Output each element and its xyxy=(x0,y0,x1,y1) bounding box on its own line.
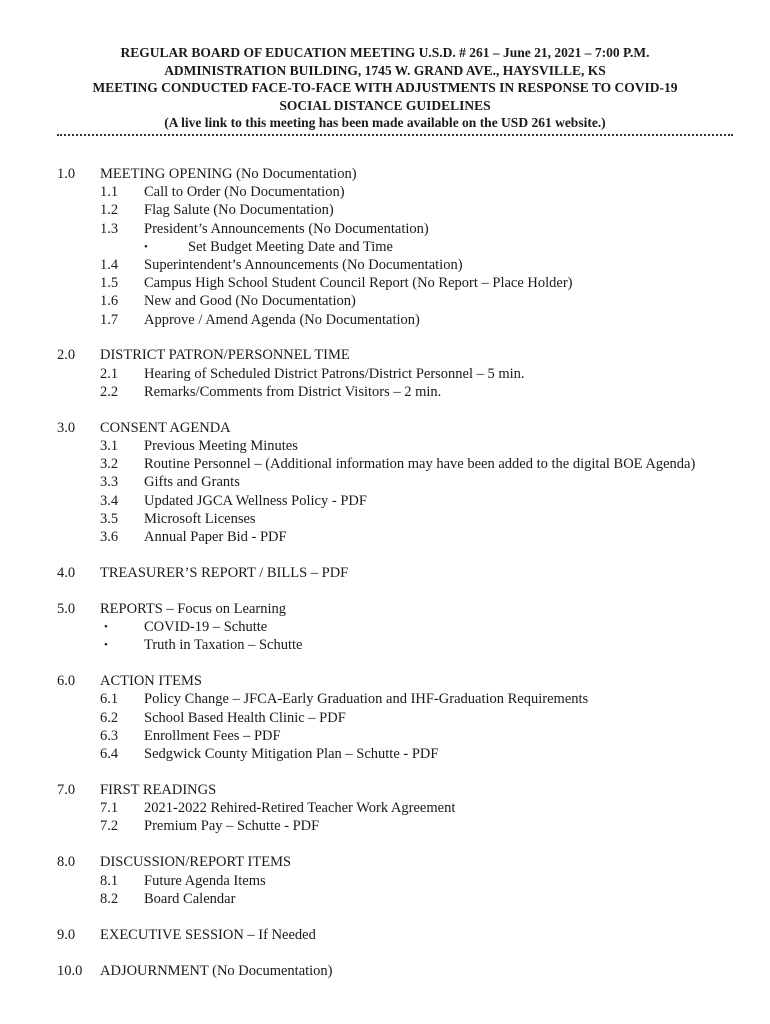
agenda-section xyxy=(0,781,770,836)
agenda-item-number: 7.2 xyxy=(100,818,119,835)
agenda-item xyxy=(0,238,770,256)
agenda-item-text: Hearing of Scheduled District Patrons/District Personnel – 5 min. xyxy=(144,365,525,382)
agenda-item-number: 1.5 xyxy=(100,275,119,292)
agenda-item-text: Approve / Amend Agenda (No Documentation) xyxy=(144,311,420,328)
agenda-item-number: 1.7 xyxy=(100,311,119,328)
agenda-item-text: Board Calendar xyxy=(144,890,236,907)
agenda-item-number: 1.1 xyxy=(100,184,119,201)
agenda-item-text: 2021-2022 Rehired-Retired Teacher Work Agreement xyxy=(144,800,456,817)
section-title: DISTRICT PATRON/PERSONNEL TIME xyxy=(100,347,350,364)
agenda-item xyxy=(0,437,770,455)
section-number: 9.0 xyxy=(57,926,76,943)
section-title: MEETING OPENING (No Documentation) xyxy=(100,166,357,182)
agenda-item-number: 8.1 xyxy=(100,872,119,889)
agenda-item xyxy=(0,455,770,473)
agenda-item-text: Policy Change – JFCA-Early Graduation and IHF-Graduation Requirements xyxy=(144,691,589,708)
agenda-list xyxy=(0,165,770,998)
agenda-item-number: 1.3 xyxy=(100,220,119,237)
agenda-section xyxy=(0,600,770,655)
agenda-item-text: Future Agenda Items xyxy=(144,872,266,889)
section-title: ADJOURNMENT (No Documentation) xyxy=(100,962,333,979)
agenda-item-number: 3.3 xyxy=(100,474,119,491)
section-number: 5.0 xyxy=(57,600,76,617)
section-heading xyxy=(0,781,770,799)
header-covid-line: MEETING CONDUCTED FACE-TO-FACE WITH ADJUSTMENTS IN RESPONSE TO COVID-19 xyxy=(92,80,678,95)
agenda-item-text: Truth in Taxation – Schutte xyxy=(144,637,303,654)
agenda-item-text: President’s Announcements (No Documentation) xyxy=(144,220,429,237)
section-number: 10.0 xyxy=(57,962,83,979)
agenda-item xyxy=(0,690,770,708)
agenda-item xyxy=(0,473,770,491)
agenda-section xyxy=(0,165,770,329)
dotted-divider xyxy=(57,134,733,136)
agenda-item-text: Set Budget Meeting Date and Time xyxy=(188,238,393,255)
section-title: FIRST READINGS xyxy=(100,782,217,799)
section-heading xyxy=(0,962,770,980)
agenda-item-number: 3.4 xyxy=(100,492,119,509)
section-heading xyxy=(0,853,770,871)
section-heading xyxy=(0,564,770,582)
section-number: 6.0 xyxy=(57,673,76,690)
agenda-item-number: 2.1 xyxy=(100,365,119,382)
agenda-item-text: Premium Pay – Schutte - PDF xyxy=(144,818,320,835)
section-title: ACTION ITEMS xyxy=(100,673,202,690)
agenda-item xyxy=(0,220,770,238)
section-number: 7.0 xyxy=(57,782,76,799)
agenda-item-number: 6.4 xyxy=(100,746,119,763)
section-number: 4.0 xyxy=(57,564,76,581)
section-title: TREASURER’S REPORT / BILLS – PDF xyxy=(100,564,349,581)
agenda-item-number: 3.1 xyxy=(100,438,119,455)
agenda-item xyxy=(0,492,770,510)
agenda-item xyxy=(0,636,770,654)
agenda-item-text: Call to Order (No Documentation) xyxy=(144,184,345,201)
document-header xyxy=(0,44,770,132)
bullet-icon: • xyxy=(144,240,148,253)
header-guidelines-line: SOCIAL DISTANCE GUIDELINES xyxy=(279,97,491,113)
agenda-item-text: Flag Salute (No Documentation) xyxy=(144,202,334,219)
section-number: 2.0 xyxy=(57,347,76,364)
agenda-item xyxy=(0,274,770,292)
agenda-item xyxy=(0,183,770,201)
agenda-item xyxy=(0,365,770,383)
agenda-item-text: Updated JGCA Wellness Policy - PDF xyxy=(144,492,367,509)
header-location-line: ADMINISTRATION BUILDING, 1745 W. GRAND AVE., HAYSVILLE, KS xyxy=(164,62,606,78)
section-title: DISCUSSION/REPORT ITEMS xyxy=(100,854,292,871)
agenda-item-text: Sedgwick County Mitigation Plan – Schutte - PDF xyxy=(144,746,439,763)
agenda-section xyxy=(0,926,770,944)
agenda-item-text: School Based Health Clinic – PDF xyxy=(144,709,346,726)
section-heading xyxy=(0,165,770,183)
agenda-item xyxy=(0,890,770,908)
agenda-item xyxy=(0,510,770,528)
agenda-item-number: 3.6 xyxy=(100,528,119,545)
agenda-item-text: Annual Paper Bid - PDF xyxy=(144,528,287,545)
agenda-section xyxy=(0,853,770,908)
agenda-item-text: Remarks/Comments from District Visitors – 2 min. xyxy=(144,383,442,400)
agenda-item-text: Microsoft Licenses xyxy=(144,510,256,527)
agenda-item xyxy=(0,618,770,636)
agenda-item-text: COVID-19 – Schutte xyxy=(144,619,268,636)
agenda-item-text: Superintendent’s Announcements (No Documentation) xyxy=(144,256,463,273)
agenda-item-number: 6.2 xyxy=(100,709,119,726)
agenda-item-number: 3.5 xyxy=(100,510,119,527)
agenda-item-number: 6.3 xyxy=(100,727,119,744)
agenda-item xyxy=(0,383,770,401)
section-number: 8.0 xyxy=(57,854,76,871)
agenda-item xyxy=(0,256,770,274)
section-number: 1.0 xyxy=(57,166,76,182)
agenda-item-text: Previous Meeting Minutes xyxy=(144,438,298,455)
agenda-item-number: 7.1 xyxy=(100,800,119,817)
agenda-item-number: 6.1 xyxy=(100,691,119,708)
agenda-item xyxy=(0,311,770,329)
agenda-item-number: 1.4 xyxy=(100,256,119,273)
agenda-item xyxy=(0,817,770,835)
agenda-item xyxy=(0,799,770,817)
agenda-section xyxy=(0,346,770,401)
header-live-link-note: (A live link to this meeting has been made available on the USD 261 website.) xyxy=(164,115,606,130)
agenda-item-text: Gifts and Grants xyxy=(144,474,240,491)
agenda-item xyxy=(0,292,770,310)
section-title: REPORTS – Focus on Learning xyxy=(100,600,287,617)
section-heading xyxy=(0,600,770,618)
section-title: CONSENT AGENDA xyxy=(100,419,231,436)
section-heading xyxy=(0,672,770,690)
agenda-item xyxy=(0,709,770,727)
agenda-item-number: 3.2 xyxy=(100,456,119,473)
agenda-section xyxy=(0,564,770,582)
agenda-item xyxy=(0,872,770,890)
agenda-item xyxy=(0,727,770,745)
agenda-item-number: 2.2 xyxy=(100,383,119,400)
agenda-item xyxy=(0,201,770,219)
agenda-item xyxy=(0,528,770,546)
section-title: EXECUTIVE SESSION – If Needed xyxy=(100,926,316,943)
section-number: 3.0 xyxy=(57,419,76,436)
agenda-item-text: New and Good (No Documentation) xyxy=(144,293,356,310)
agenda-item-number: 1.2 xyxy=(100,202,119,219)
agenda-item-number: 1.6 xyxy=(100,293,119,310)
agenda-section xyxy=(0,419,770,546)
header-title-line: REGULAR BOARD OF EDUCATION MEETING U.S.D. # 261 – June 21, 2021 – 7:00 P.M. xyxy=(120,45,650,60)
agenda-item-text: Routine Personnel – (Additional information may have been added to the digital BOE Agenda) xyxy=(144,456,696,473)
agenda-item-text: Enrollment Fees – PDF xyxy=(144,727,281,744)
agenda-section xyxy=(0,672,770,763)
agenda-section xyxy=(0,962,770,980)
bullet-icon: • xyxy=(104,639,108,652)
agenda-item-number: 8.2 xyxy=(100,890,119,907)
bullet-icon: • xyxy=(104,621,108,634)
agenda-item-text: Campus High School Student Council Report (No Report – Place Holder) xyxy=(144,275,573,292)
section-heading xyxy=(0,419,770,437)
agenda-item xyxy=(0,745,770,763)
section-heading xyxy=(0,346,770,364)
section-heading xyxy=(0,926,770,944)
